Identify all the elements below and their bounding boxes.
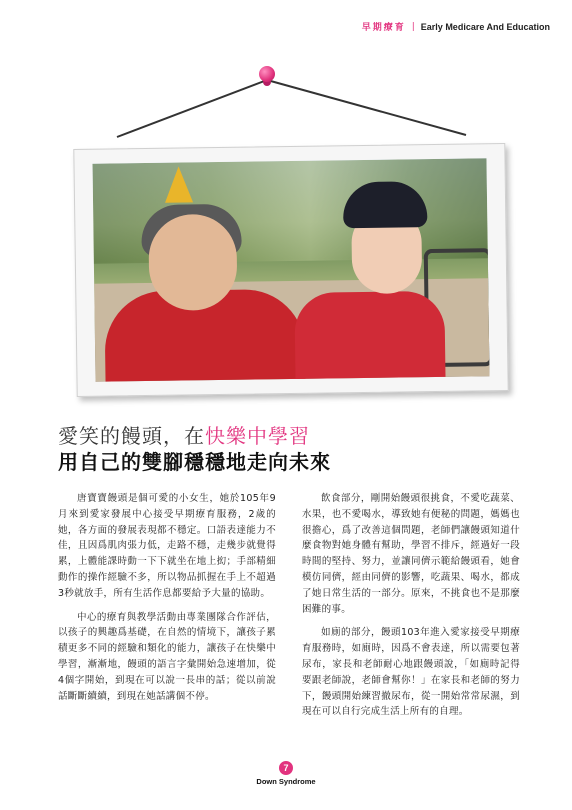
paragraph: 如廁的部分，饅頭103年進入愛家接受早期療育服務時，如廁時，因爲不會表達，所以需要包著尿布，家長和老師耐心地跟饅頭說，「如廁時記得要跟老師說，老師會幫你！」在家長和老師的努力下，饅頭開始練習撤尿布，從一開始常常尿濕，到現在可以自行完成生活上所有的自理。 xyxy=(302,627,520,718)
page-number: 7 xyxy=(279,761,293,775)
photo-child-figure xyxy=(294,291,445,382)
paragraph: 唐寶寶饅頭是個可愛的小女生，她於105年9月來到愛家發展中心接受早期療育服務，2歲的她，各方面的發展表現都不穩定。口語表達能力不佳，且因爲肌肉張力低，走路不穩，走幾步就覺得累，上體能課時動一下下就坐在地上抝；手部精細動作的操作經驗不多，所以物品抓握在手上不超過3秒就放手，所有生活作息都要給予大量的協助。 xyxy=(58,493,276,599)
article-title-line2: 用自己的雙腳穩穩地走向未來 xyxy=(58,450,331,474)
title-highlight: 快樂中學習 xyxy=(205,424,310,448)
paragraph: 飲食部分，剛開始饅頭很挑食，不愛吃蔬菜、水果，也不愛喝水，導致她有便秘的問題，媽媽也很擔心，爲了改善這個問題，老師們讓饅頭知道什麼食物對她身體有幫助，學習不排斥，經過好一段時間的堅持、努力，並讓同儕示範給饅頭看，她會模仿同儕，經由同儕的影響，吃蔬果、喝水，都成了她日常生活的一部分。原來，不挑食也不是那麼困難的事。 xyxy=(302,493,520,615)
header-separator: | xyxy=(411,21,415,32)
photo-frame xyxy=(73,143,508,397)
photo-image xyxy=(92,158,489,381)
pushpin-icon xyxy=(259,66,275,82)
paragraph: 中心的療育與教學活動由專業團隊合作評估，以孩子的興趣爲基礎，在自然的情境下，讓孩子累積更多不同的經驗和類化的能力，讓孩子在快樂中學習，漸漸地，饅頭的語言字彙開始急速增加，從4個字開始，到現在可以說一長串的話；從以前說話斷斷續續，到現在她話講個不停。 xyxy=(58,611,276,702)
title-prefix: 愛笑的饅頭，在 xyxy=(58,424,205,448)
section-title-zh: 早期療育 xyxy=(361,23,406,33)
party-hat-shape xyxy=(165,166,193,202)
photo-elder-face xyxy=(148,214,237,311)
body-column-right xyxy=(302,491,520,728)
publication-name: Down Syndrome xyxy=(256,777,316,786)
body-column-left xyxy=(58,491,276,712)
section-title-en: Early Medicare And Education xyxy=(420,21,550,32)
article-title-line1 xyxy=(58,420,310,449)
